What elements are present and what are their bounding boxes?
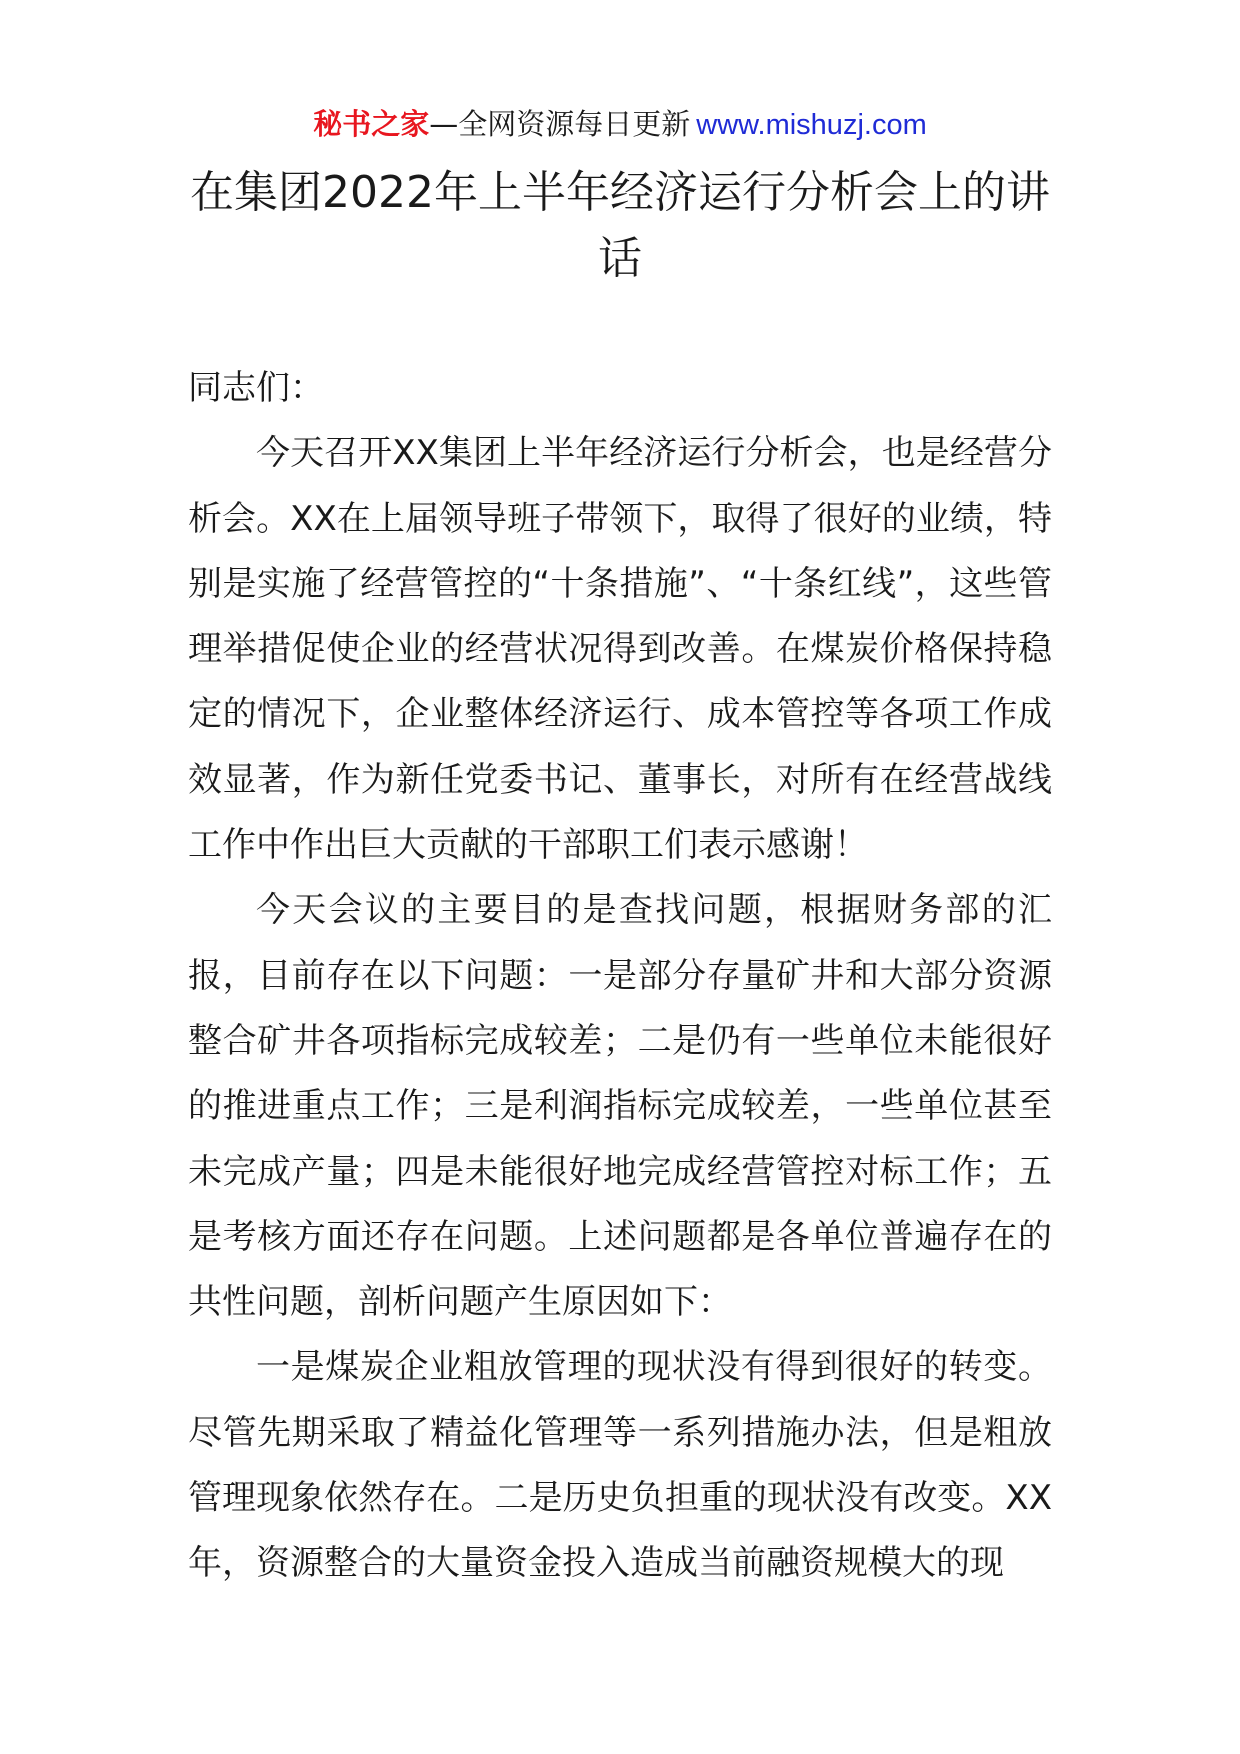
- watermark-header: [0, 104, 1240, 145]
- document-title: 在集团2022年上半年经济运行分析会上的讲话: [190, 167, 1050, 284]
- document-body: [188, 356, 1052, 1597]
- paragraph: 一是煤炭企业粗放管理的现状没有得到很好的转变。尽管先期采取了精益化管理等一系列措施办法，但是粗放管理现象依然存在。二是历史负担重的现状没有改变。XX年，资源整合的大量资金投入造成当前融资规模大的现: [188, 1347, 1052, 1584]
- paragraph: 今天召开XX集团上半年经济运行分析会，也是经营分析会。XX在上届领导班子带领下，取得了很好的业绩，特别是实施了经营管控的“十条措施”、“十条红线”，这些管理举措促使企业的经营状况得到改善。在煤炭价格保持稳定的情况下，企业整体经济运行、成本管控等各项工作成效显著，作为新任党委书记、董事长，对所有在经营战线工作中作出巨大贡献的干部职工们表示感谢！: [188, 433, 1052, 866]
- brand-name: 秘书之家: [313, 107, 430, 141]
- header-tagline: —全网资源每日更新: [429, 107, 691, 141]
- paragraph: 今天会议的主要目的是查找问题，根据财务部的汇报，目前存在以下问题：一是部分存量矿井和大部分资源整合矿井各项指标完成较差；二是仍有一些单位未能很好的推进重点工作；三是利润指标完成较差，一些单位甚至未完成产量；四是未能很好地完成经营管控对标工作；五是考核方面还存在问题。上述问题都是各单位普遍存在的共性问题，剖析问题产生原因如下：: [188, 890, 1052, 1323]
- site-link[interactable]: www.mishuzj.com: [696, 109, 927, 141]
- salutation: 同志们：: [188, 368, 324, 408]
